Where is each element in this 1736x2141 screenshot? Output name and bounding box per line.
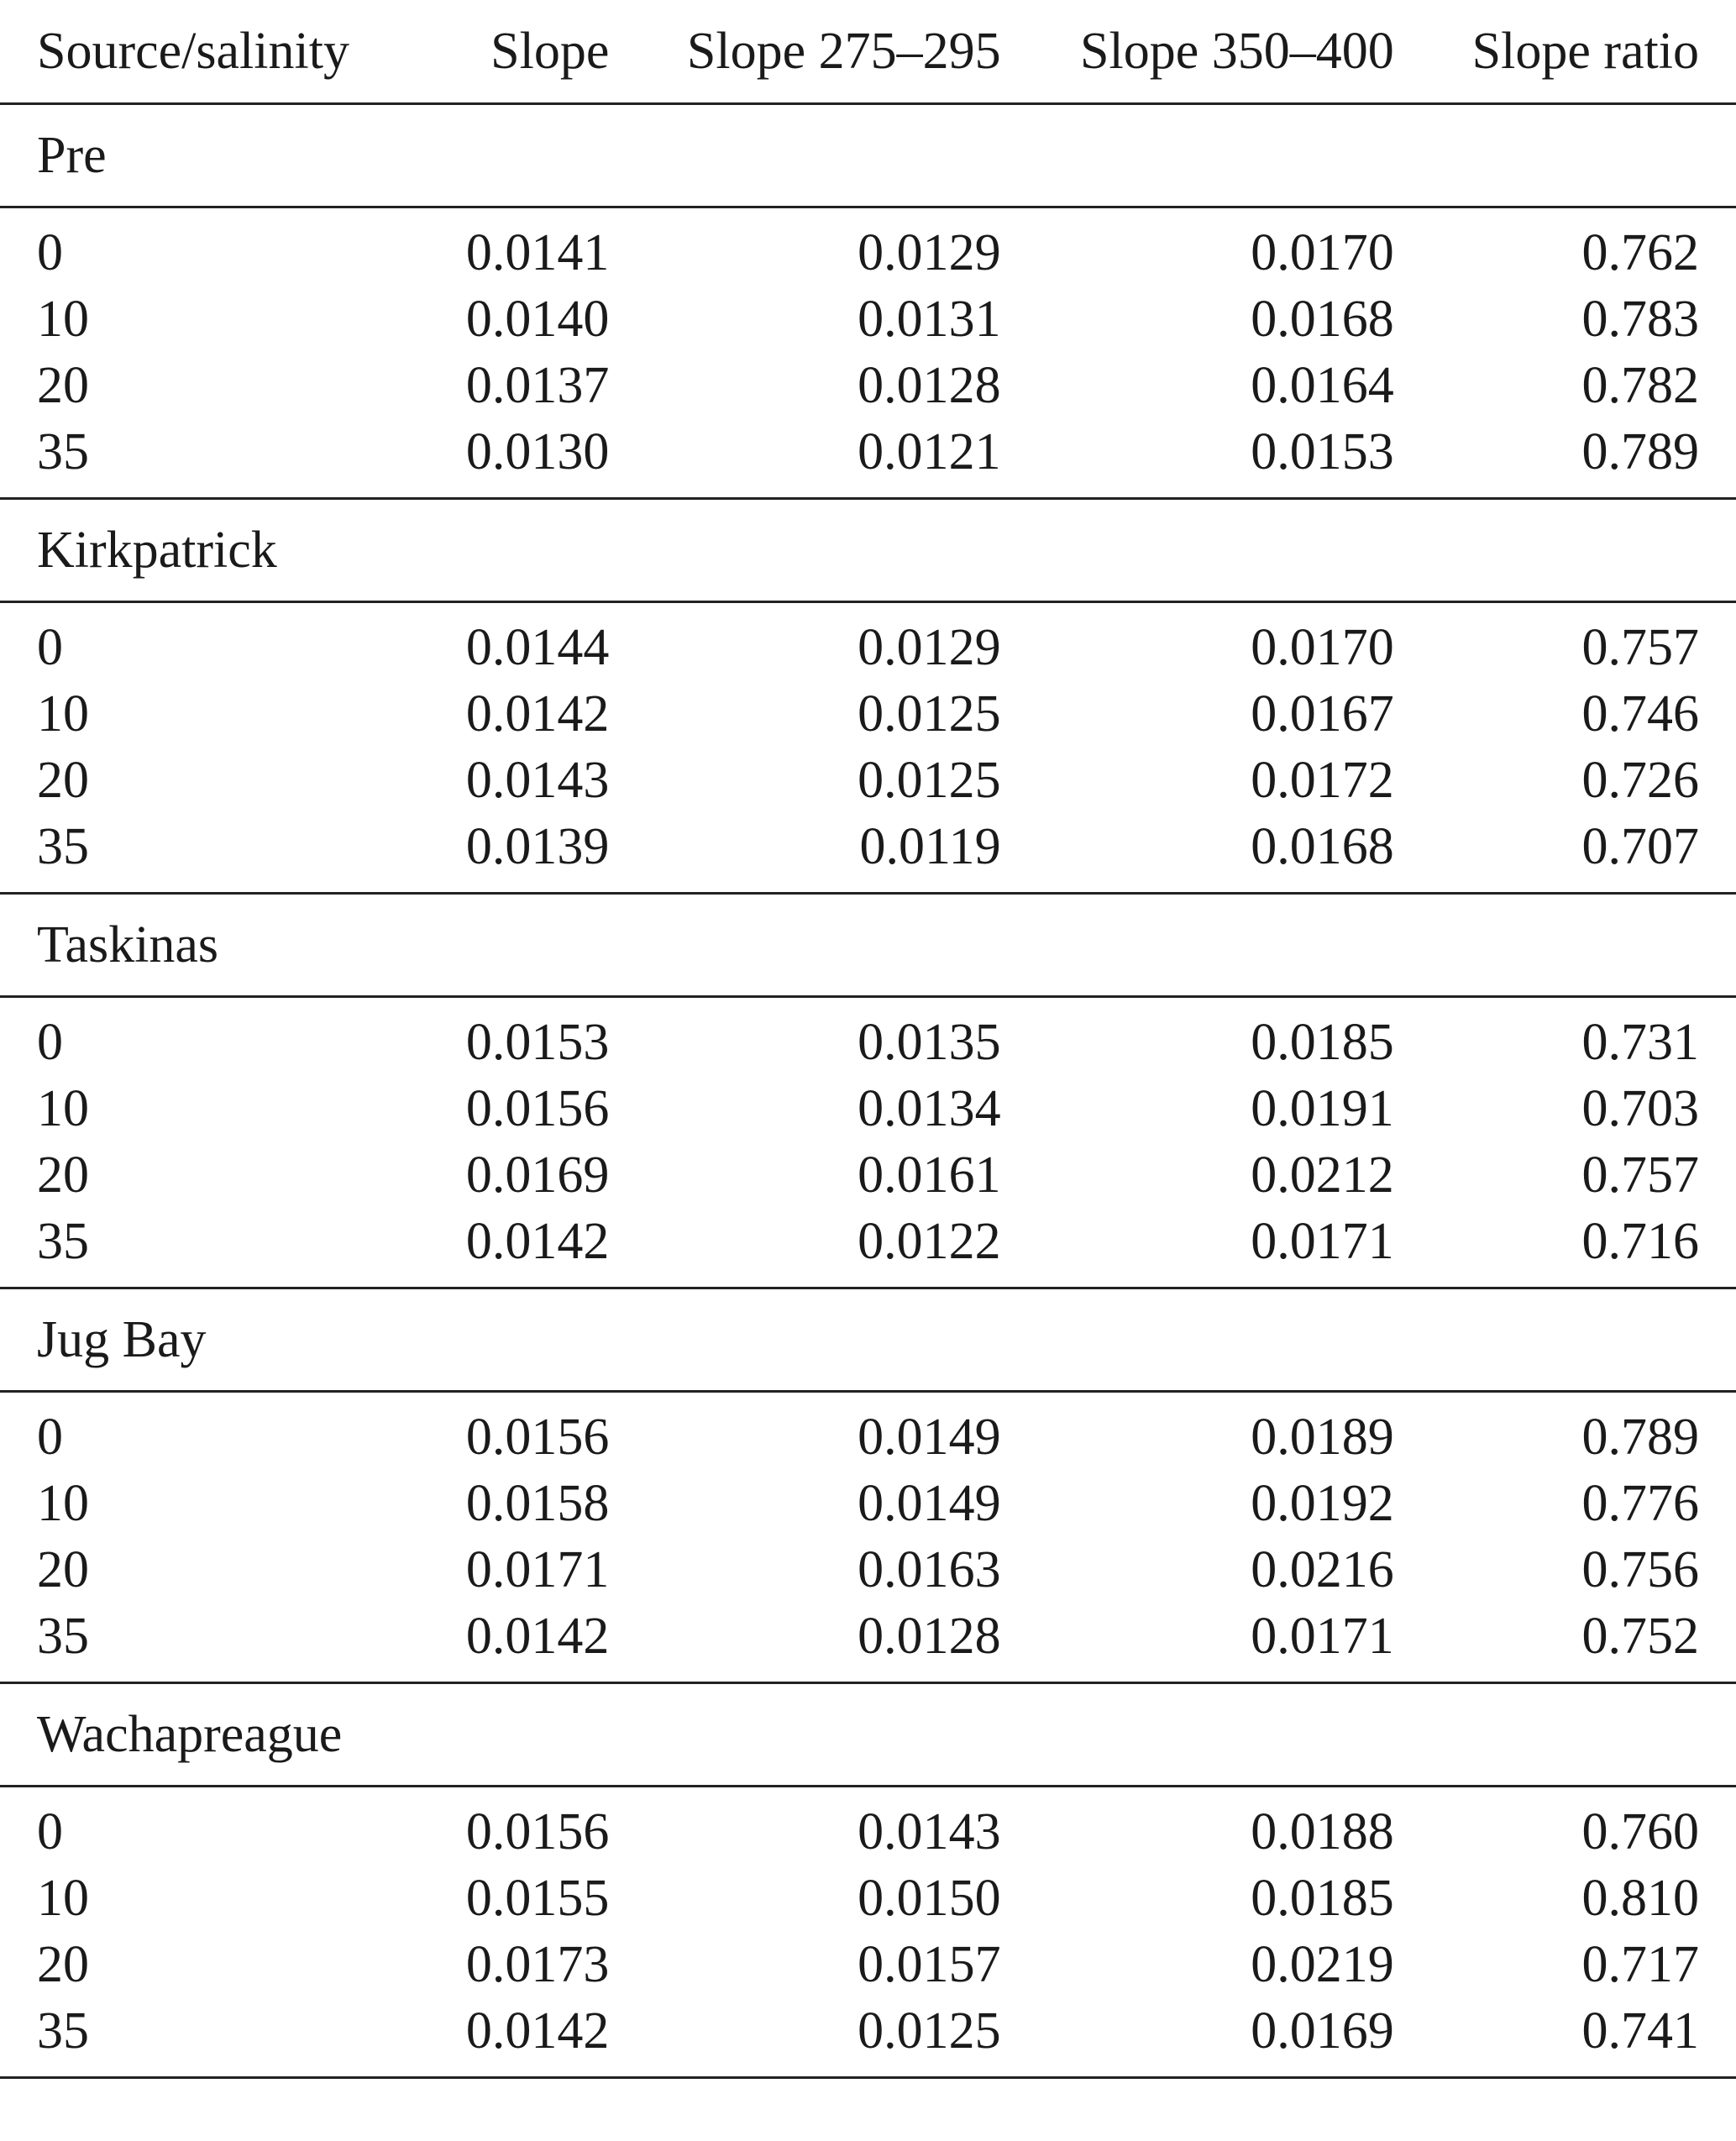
value-cell: 0.0142 bbox=[417, 1998, 610, 2078]
value-cell: 0.782 bbox=[1581, 357, 1699, 414]
table-row bbox=[0, 353, 1736, 419]
salinity-cell: 35 bbox=[37, 818, 89, 875]
value-cell: 0.752 bbox=[1581, 1608, 1699, 1665]
value-cell: 0.0156 bbox=[465, 1409, 610, 1466]
salinity-cell: 0 bbox=[37, 1409, 63, 1466]
value-cell: 0.0134 bbox=[858, 1080, 1001, 1137]
value-cell: 0.756 bbox=[1581, 1541, 1699, 1598]
table-row bbox=[0, 419, 1736, 499]
value-cell: 0.0130 bbox=[465, 423, 610, 480]
value-cell: 0.0170 bbox=[1251, 619, 1394, 676]
salinity-cell: 20 bbox=[37, 1936, 89, 1993]
header-slope: Slope bbox=[490, 22, 610, 80]
value-cell: 0.0129 bbox=[858, 224, 1001, 281]
header-source-salinity: Source/salinity bbox=[37, 22, 349, 80]
value-cell: 0.0168 bbox=[1251, 818, 1394, 875]
value-cell: 0.0157 bbox=[858, 1936, 1001, 1993]
salinity-cell: 20 bbox=[37, 1147, 89, 1204]
salinity-cell: 20 bbox=[37, 1541, 89, 1598]
value-cell: 0.0119 bbox=[859, 818, 1001, 875]
group-label: Jug Bay bbox=[0, 1288, 1736, 1392]
salinity-cell: 10 bbox=[37, 1475, 89, 1532]
value-cell: 0.717 bbox=[1581, 1936, 1699, 1993]
value-cell: 0.0171 bbox=[1251, 1213, 1394, 1270]
value-cell: 0.0125 bbox=[609, 1998, 1000, 2078]
value-cell: 0.762 bbox=[1581, 224, 1699, 281]
value-cell: 0.0139 bbox=[465, 818, 610, 875]
table-row bbox=[0, 1537, 1736, 1603]
value-cell: 0.731 bbox=[1581, 1014, 1699, 1071]
value-cell: 0.0129 bbox=[858, 619, 1001, 676]
value-cell: 0.0173 bbox=[465, 1936, 610, 1993]
table-row bbox=[0, 207, 1736, 287]
value-cell: 0.0149 bbox=[858, 1475, 1001, 1532]
salinity-cell: 0 bbox=[37, 619, 63, 676]
value-cell: 0.0121 bbox=[858, 423, 1001, 480]
value-cell: 0.0191 bbox=[1251, 1080, 1394, 1137]
group-row bbox=[0, 104, 1736, 207]
value-cell: 0.0171 bbox=[1251, 1608, 1394, 1665]
table-row bbox=[0, 1998, 1736, 2078]
table-row bbox=[0, 1392, 1736, 1472]
header-slope-ratio: Slope ratio bbox=[1471, 22, 1699, 80]
value-cell: 0.0188 bbox=[1251, 1803, 1394, 1860]
table-row bbox=[0, 748, 1736, 814]
salinity-cell: 35 bbox=[37, 423, 89, 480]
value-cell: 0.703 bbox=[1581, 1080, 1699, 1137]
salinity-cell: 0 bbox=[37, 1014, 63, 1071]
value-cell: 0.0185 bbox=[1251, 1870, 1394, 1927]
group-label: Wachapreague bbox=[0, 1683, 1736, 1787]
table-row bbox=[0, 997, 1736, 1077]
value-cell: 0.0144 bbox=[465, 619, 610, 676]
value-cell: 0.0172 bbox=[1251, 752, 1394, 809]
value-cell: 0.0140 bbox=[465, 291, 610, 348]
salinity-cell: 0 bbox=[37, 224, 63, 281]
table-row bbox=[0, 1076, 1736, 1142]
group-label: Pre bbox=[0, 104, 1736, 207]
value-cell: 0.0155 bbox=[465, 1870, 610, 1927]
salinity-cell: 20 bbox=[37, 752, 89, 809]
value-cell: 0.0125 bbox=[858, 752, 1001, 809]
value-cell: 0.760 bbox=[1581, 1803, 1699, 1860]
value-cell: 0.0142 bbox=[465, 1213, 610, 1270]
value-cell: 0.0122 bbox=[858, 1213, 1001, 1270]
table-row bbox=[0, 1603, 1736, 1683]
value-cell: 0.0189 bbox=[1251, 1409, 1394, 1466]
group-row bbox=[0, 499, 1736, 602]
value-cell: 0.0156 bbox=[465, 1080, 610, 1137]
value-cell: 0.0169 bbox=[1001, 1998, 1394, 2078]
value-cell: 0.0216 bbox=[1251, 1541, 1394, 1598]
value-cell: 0.0170 bbox=[1251, 224, 1394, 281]
group-row bbox=[0, 1288, 1736, 1392]
header-slope-275-295: Slope 275–295 bbox=[686, 22, 1001, 80]
table-row bbox=[0, 602, 1736, 682]
value-cell: 0.757 bbox=[1581, 619, 1699, 676]
value-cell: 0.0219 bbox=[1251, 1936, 1394, 1993]
value-cell: 0.726 bbox=[1581, 752, 1699, 809]
value-cell: 0.716 bbox=[1581, 1213, 1699, 1270]
salinity-cell: 35 bbox=[0, 1998, 417, 2078]
salinity-cell: 10 bbox=[37, 685, 89, 743]
value-cell: 0.0161 bbox=[858, 1147, 1001, 1204]
value-cell: 0.0131 bbox=[858, 291, 1001, 348]
value-cell: 0.0142 bbox=[465, 685, 610, 743]
table-row bbox=[0, 1142, 1736, 1209]
value-cell: 0.0153 bbox=[1251, 423, 1394, 480]
header-slope-350-400: Slope 350–400 bbox=[1080, 22, 1394, 80]
value-cell: 0.707 bbox=[1581, 818, 1699, 875]
group-label: Kirkpatrick bbox=[0, 499, 1736, 602]
table-row bbox=[0, 1471, 1736, 1537]
table-row bbox=[0, 1209, 1736, 1288]
value-cell: 0.0192 bbox=[1251, 1475, 1394, 1532]
value-cell: 0.0125 bbox=[858, 685, 1001, 743]
value-cell: 0.741 bbox=[1394, 1998, 1736, 2078]
value-cell: 0.0143 bbox=[465, 752, 610, 809]
table-row bbox=[0, 1866, 1736, 1932]
value-cell: 0.0137 bbox=[465, 357, 610, 414]
value-cell: 0.746 bbox=[1581, 685, 1699, 743]
header-row bbox=[0, 0, 1736, 104]
value-cell: 0.0158 bbox=[465, 1475, 610, 1532]
table-row bbox=[0, 1787, 1736, 1866]
group-label: Taskinas bbox=[0, 894, 1736, 997]
table-body bbox=[0, 104, 1736, 2078]
salinity-cell: 35 bbox=[37, 1213, 89, 1270]
value-cell: 0.0163 bbox=[858, 1541, 1001, 1598]
salinity-cell: 0 bbox=[37, 1803, 63, 1860]
value-cell: 0.0128 bbox=[858, 1608, 1001, 1665]
value-cell: 0.0128 bbox=[858, 357, 1001, 414]
value-cell: 0.0168 bbox=[1251, 291, 1394, 348]
value-cell: 0.0149 bbox=[858, 1409, 1001, 1466]
table-row bbox=[0, 681, 1736, 748]
table-row bbox=[0, 1932, 1736, 1998]
group-row bbox=[0, 1683, 1736, 1787]
value-cell: 0.0141 bbox=[465, 224, 610, 281]
value-cell: 0.0212 bbox=[1251, 1147, 1394, 1204]
value-cell: 0.776 bbox=[1581, 1475, 1699, 1532]
value-cell: 0.0169 bbox=[465, 1147, 610, 1204]
value-cell: 0.0171 bbox=[465, 1541, 610, 1598]
value-cell: 0.0185 bbox=[1251, 1014, 1394, 1071]
value-cell: 0.0167 bbox=[1251, 685, 1394, 743]
group-row bbox=[0, 894, 1736, 997]
salinity-cell: 20 bbox=[37, 357, 89, 414]
value-cell: 0.0153 bbox=[465, 1014, 610, 1071]
value-cell: 0.810 bbox=[1581, 1870, 1699, 1927]
table-row bbox=[0, 814, 1736, 894]
value-cell: 0.0143 bbox=[858, 1803, 1001, 1860]
value-cell: 0.789 bbox=[1581, 1409, 1699, 1466]
value-cell: 0.0135 bbox=[858, 1014, 1001, 1071]
salinity-cell: 10 bbox=[37, 1080, 89, 1137]
salinity-cell: 10 bbox=[37, 291, 89, 348]
value-cell: 0.0142 bbox=[465, 1608, 610, 1665]
value-cell: 0.757 bbox=[1581, 1147, 1699, 1204]
value-cell: 0.0156 bbox=[465, 1803, 610, 1860]
value-cell: 0.789 bbox=[1581, 423, 1699, 480]
salinity-cell: 35 bbox=[37, 1608, 89, 1665]
value-cell: 0.0150 bbox=[858, 1870, 1001, 1927]
value-cell: 0.0164 bbox=[1251, 357, 1394, 414]
value-cell: 0.783 bbox=[1581, 291, 1699, 348]
salinity-cell: 10 bbox=[37, 1870, 89, 1927]
table-row bbox=[0, 286, 1736, 353]
